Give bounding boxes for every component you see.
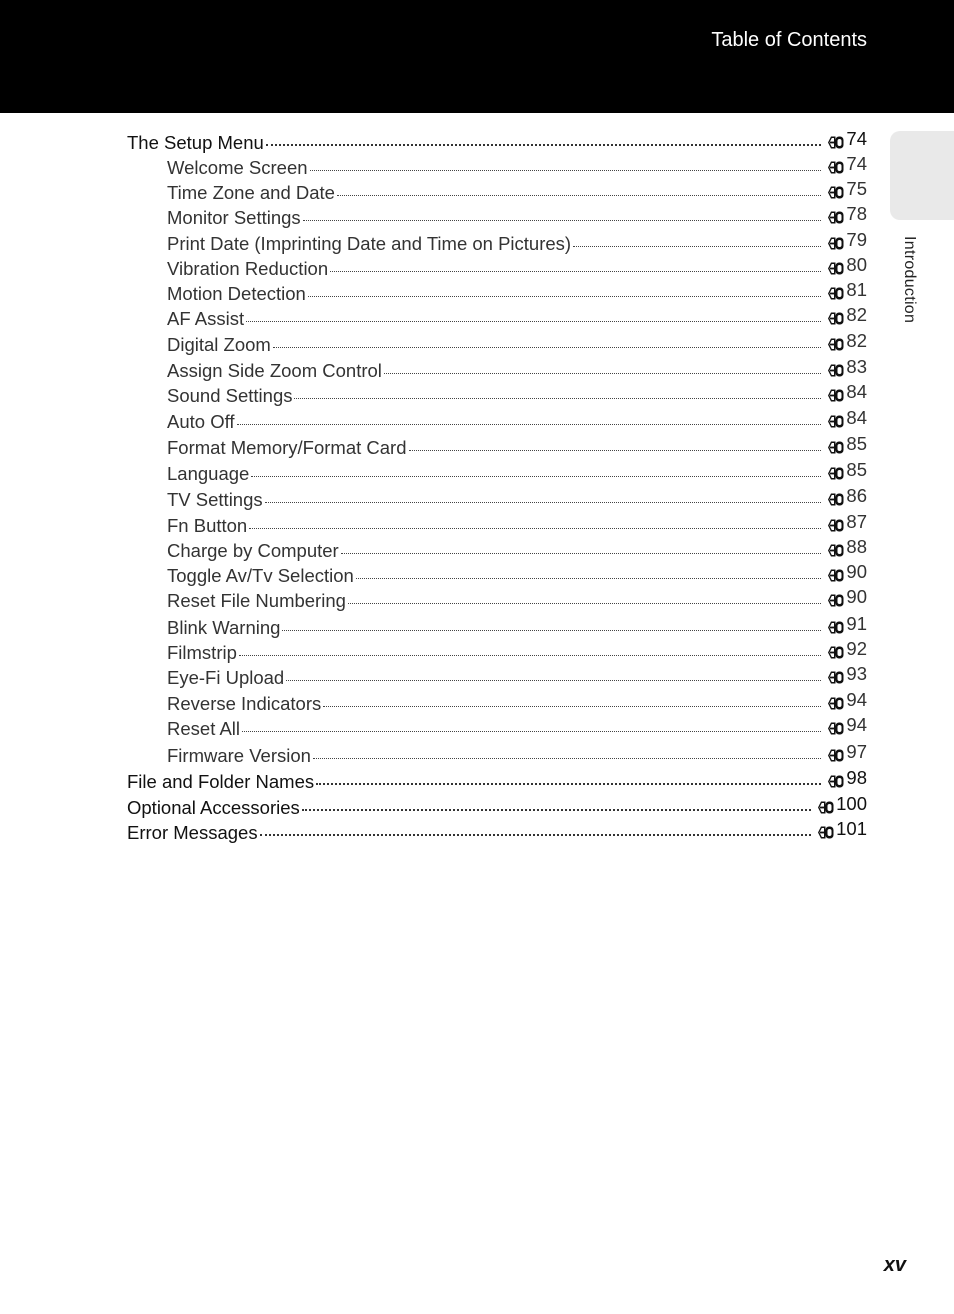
toc-entry[interactable] [167, 613, 867, 637]
toc-entry-label: Vibration Reduction [167, 257, 329, 279]
toc-entry-page-ref [827, 433, 867, 455]
toc-entry-page-ref [827, 561, 867, 583]
dot-leader [316, 783, 821, 785]
toc-entry[interactable] [167, 356, 867, 380]
toc-entry-page-number: 90 [846, 561, 867, 582]
toc-entry-page-number: 92 [846, 638, 867, 659]
toc-entry-page-number: 94 [846, 714, 867, 735]
toc-entry-page-number: 78 [846, 203, 867, 224]
toc-entry-label: File and Folder Names [127, 770, 315, 792]
toc-entry-page-ref [827, 407, 867, 429]
dot-leader [260, 834, 812, 836]
page-number: xv [883, 1254, 906, 1276]
toc-entry-label: Charge by Computer [167, 539, 339, 561]
toc-entry-page-number: 90 [846, 586, 867, 607]
toc-entry[interactable] [167, 229, 867, 253]
reference-section-icon [827, 541, 844, 556]
toc-entry[interactable] [167, 381, 867, 405]
dot-leader [302, 809, 811, 811]
toc-entry[interactable] [127, 767, 867, 791]
toc-entry[interactable] [167, 714, 867, 738]
dot-leader [384, 373, 822, 374]
toc-entry-page-ref [827, 330, 867, 352]
toc-entry-page-number: 79 [846, 229, 867, 250]
reference-section-icon [827, 309, 844, 324]
reference-section-icon [827, 183, 844, 198]
toc-entry-page-ref [827, 153, 867, 175]
toc-entry[interactable] [167, 433, 867, 457]
toc-entry-page-number: 80 [846, 254, 867, 275]
toc-entry-label: Sound Settings [167, 384, 293, 406]
toc-entry[interactable] [127, 793, 867, 817]
toc-entry-page-ref [827, 304, 867, 326]
toc-entry-label: The Setup Menu [127, 131, 264, 153]
dot-leader [337, 195, 821, 196]
dot-leader [310, 170, 822, 171]
reference-section-icon [827, 412, 844, 427]
toc-entry-label: Optional Accessories [127, 796, 300, 818]
toc-entry-label: Reset File Numbering [167, 589, 346, 611]
toc-entry-page-number: 87 [846, 511, 867, 532]
toc-entry-page-ref [827, 767, 867, 789]
toc-entry-page-number: 75 [846, 178, 867, 199]
toc-entry[interactable] [167, 638, 867, 662]
toc-entry-page-ref [827, 459, 867, 481]
toc-entry-page-ref [827, 229, 867, 251]
toc-entry-label: Reverse Indicators [167, 692, 322, 714]
dot-leader [308, 296, 822, 297]
toc-entry-label: Blink Warning [167, 616, 281, 638]
toc-entry-label: Print Date (Imprinting Date and Time on Pictures) [167, 232, 572, 254]
toc-entry-page-number: 94 [846, 689, 867, 710]
toc-entry-page-number: 98 [846, 767, 867, 788]
toc-entry-label: Reset All [167, 717, 241, 739]
dot-leader [242, 731, 821, 732]
toc-entry-label: Filmstrip [167, 641, 237, 663]
reference-section-icon [827, 259, 844, 274]
toc-entry-page-number: 74 [846, 153, 867, 174]
toc-entry[interactable] [167, 536, 867, 560]
toc-entry-page-ref [817, 818, 867, 840]
dot-leader [237, 424, 822, 425]
toc-entry-label: Motion Detection [167, 282, 306, 304]
toc-entry-page-number: 97 [846, 741, 867, 762]
dot-leader [356, 578, 822, 579]
reference-section-icon [827, 284, 844, 299]
reference-section-icon [827, 772, 844, 787]
toc-entry-label: Assign Side Zoom Control [167, 359, 382, 381]
toc-entry-page-ref [827, 689, 867, 711]
toc-entry[interactable] [167, 304, 867, 328]
toc-entry-label: Error Messages [127, 821, 258, 843]
reference-section-icon [827, 719, 844, 734]
reference-section-icon [827, 490, 844, 505]
toc-entry[interactable] [167, 407, 867, 431]
dot-leader [265, 502, 822, 503]
dot-leader [251, 476, 821, 477]
toc-entry[interactable] [167, 561, 867, 585]
toc-entry-page-ref [827, 381, 867, 403]
toc-entry[interactable] [167, 485, 867, 509]
reference-section-icon [817, 823, 834, 838]
toc-entry[interactable] [167, 279, 867, 303]
toc-entry-page-ref [827, 586, 867, 608]
toc-entry[interactable] [167, 254, 867, 278]
dot-leader [286, 680, 821, 681]
dot-leader [409, 450, 822, 451]
toc-entry-page-ref [827, 128, 867, 150]
dot-leader [246, 321, 821, 322]
toc-entry-page-number: 101 [836, 818, 867, 839]
toc-entry[interactable] [167, 586, 867, 610]
dot-leader [294, 398, 821, 399]
toc-entry[interactable] [167, 663, 867, 687]
toc-entry-page-number: 74 [846, 128, 867, 149]
toc-entry-page-number: 86 [846, 485, 867, 506]
reference-section-icon [827, 158, 844, 173]
toc-entry-page-ref [827, 254, 867, 276]
toc-entry[interactable] [167, 459, 867, 483]
reference-section-icon [827, 694, 844, 709]
toc-entry[interactable] [127, 128, 867, 152]
reference-section-icon [827, 668, 844, 683]
reference-section-icon [827, 133, 844, 148]
section-tab-label: Introduction [901, 236, 918, 324]
reference-section-icon [827, 643, 844, 658]
dot-leader [282, 630, 821, 631]
toc-entry-page-ref [827, 663, 867, 685]
reference-section-icon [827, 618, 844, 633]
toc-entry-label: Fn Button [167, 514, 248, 536]
toc-entry-page-ref [827, 714, 867, 736]
toc-entry-page-ref [827, 279, 867, 301]
reference-section-icon [827, 516, 844, 531]
toc-entry-page-ref [827, 485, 867, 507]
toc-entry[interactable] [167, 153, 867, 177]
toc-entry-label: Language [167, 462, 250, 484]
toc-entry-label: Auto Off [167, 410, 235, 432]
reference-section-icon [827, 746, 844, 761]
reference-section-icon [827, 591, 844, 606]
toc-entry-page-number: 81 [846, 279, 867, 300]
toc-entry-label: Toggle Av/Tv Selection [167, 564, 354, 586]
toc-entry-page-number: 82 [846, 304, 867, 325]
header-title: Table of Contents [711, 29, 867, 51]
toc-entry[interactable] [167, 178, 867, 202]
reference-section-icon [827, 335, 844, 350]
reference-section-icon [827, 234, 844, 249]
toc-entry[interactable] [167, 330, 867, 354]
dot-leader [573, 246, 821, 247]
reference-section-icon [827, 438, 844, 453]
toc-entry-page-number: 83 [846, 356, 867, 377]
toc-entry-page-ref [827, 356, 867, 378]
toc-entry[interactable] [167, 689, 867, 713]
toc-entry[interactable] [167, 741, 867, 765]
toc-entry-page-ref [817, 793, 867, 815]
dot-leader [348, 603, 822, 604]
dot-leader [313, 758, 821, 759]
toc-entry-label: Monitor Settings [167, 206, 301, 228]
dot-leader [323, 706, 821, 707]
reference-section-icon [827, 361, 844, 376]
toc-entry-page-number: 88 [846, 536, 867, 557]
toc-entry-label: Format Memory/Format Card [167, 436, 407, 458]
toc-entry-label: Firmware Version [167, 744, 311, 766]
dot-leader [249, 528, 821, 529]
toc-entry-page-ref [827, 511, 867, 533]
toc-entry-page-number: 91 [846, 613, 867, 634]
toc-entry-page-number: 85 [846, 433, 867, 454]
dot-leader [266, 144, 822, 146]
reference-section-icon [827, 566, 844, 581]
toc-entry[interactable] [127, 818, 867, 842]
toc-entry-label: AF Assist [167, 307, 245, 329]
toc-entry-label: Time Zone and Date [167, 181, 335, 203]
toc-entry-label: TV Settings [167, 488, 263, 510]
toc-entry-label: Eye-Fi Upload [167, 666, 285, 688]
toc-entry-page-number: 84 [846, 381, 867, 402]
toc-entry-page-ref [827, 638, 867, 660]
reference-section-icon [817, 798, 834, 813]
toc-entry-label: Welcome Screen [167, 156, 308, 178]
dot-leader [303, 220, 822, 221]
reference-section-icon [827, 208, 844, 223]
reference-section-icon [827, 464, 844, 479]
toc-entry-page-ref [827, 178, 867, 200]
toc-entry[interactable] [167, 511, 867, 535]
dot-leader [239, 655, 822, 656]
dot-leader [330, 271, 821, 272]
toc-entry-label: Digital Zoom [167, 333, 271, 355]
reference-section-icon [827, 386, 844, 401]
toc-entry-page-number: 93 [846, 663, 867, 684]
dot-leader [341, 553, 822, 554]
toc-entry-page-number: 82 [846, 330, 867, 351]
toc-entry-page-ref [827, 613, 867, 635]
toc-entry-page-number: 85 [846, 459, 867, 480]
toc-entry-page-ref [827, 203, 867, 225]
toc-entry-page-ref [827, 536, 867, 558]
toc-entry-page-ref [827, 741, 867, 763]
toc-entry[interactable] [167, 203, 867, 227]
toc-entry-page-number: 100 [836, 793, 867, 814]
dot-leader [273, 347, 822, 348]
toc-entry-page-number: 84 [846, 407, 867, 428]
